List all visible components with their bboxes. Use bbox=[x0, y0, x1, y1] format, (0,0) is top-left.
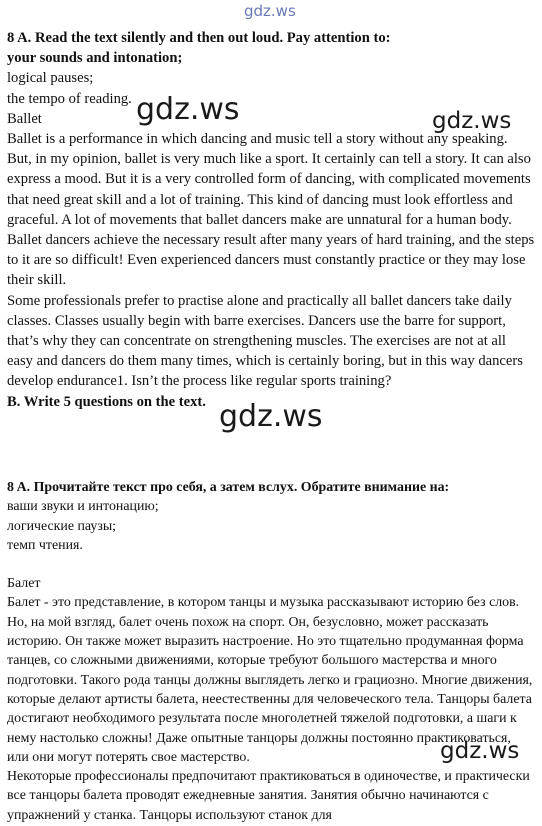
watermark-1: gdz.ws bbox=[136, 92, 240, 127]
english-section bbox=[7, 28, 535, 412]
english-task-b: B. Write 5 questions on the text. bbox=[7, 393, 206, 410]
russian-item-sounds: ваши звуки и интонацию; bbox=[7, 499, 159, 515]
russian-item-pauses: логические паузы; bbox=[7, 518, 117, 534]
russian-paragraph-2: Некоторые профессионалы предпочитают практиковаться в одиночестве, и практически все танцоры балета проводят ежедневные занятия. Занятия обычно начинаются с упражнений у станка. Танцоры используют станок для bbox=[7, 769, 530, 823]
english-paragraph-1: Ballet is a performance in which dancing and music tell a story without any speaking. But, in my opinion, ballet is very much like a sport. It certainly can tell a story. It can also express a mood. But it is a very controlled form of dancing, with complicated movements that need great skill and a lot of training. This kind of dancing must look effortless and graceful. A lot of movements that ballet dancers make are unnatural for a human body. Ballet dancers achieve the necessary result after many years of hard training, and the steps to it are so difficult! Even experienced dancers must constantly practice or they may lose their skill. bbox=[7, 131, 535, 289]
watermark-3: gdz.ws bbox=[219, 399, 323, 434]
english-task-a-item-sounds: your sounds and intonation; bbox=[7, 50, 183, 67]
watermark-2: gdz.ws bbox=[432, 108, 512, 134]
section-spacer bbox=[7, 555, 535, 574]
english-paragraph-2: Some professionals prefer to practise alone and practically all ballet dancers take daily classes. Classes usually begin with barre exercises. Dancers use the barre for support, that’s why they can concentrate on strengthening muscles. The exercises are not at all easy and dancers do them many times, which is certainly boring, but in this way dancers develop endurance1. Isn’t the process like regular sports training? bbox=[7, 292, 523, 390]
russian-item-tempo: темп чтения. bbox=[7, 537, 83, 553]
russian-paragraph-1: Балет - это представление, в котором танцы и музыка рассказывают историю без слов. Но, на мой взгляд, балет очень похож на спорт. Он, безусловно, может рассказать историю. Он также может выразить настроение. Но это тщательно продуманная форма танцев, со сложными движениями, которые требуют большого мастерства и много подготовки. Такого рода танцы должны выглядеть легко и грациозно. Многие движения, которые делают артисты балета, неестественны для человеческого тела. Танцоры балета достигают необходимого результата после многолетней тяжелой подготовки, а шаги к нему настолько сложны! Даже опытные танцоры должны постоянно практиковаться, или они могут потерять свое мастерство. bbox=[7, 595, 533, 765]
russian-task-a-heading: 8 A. Прочитайте текст про себя, а затем вслух. Обратите внимание на: bbox=[7, 480, 450, 495]
watermark-top: gdz.ws bbox=[244, 2, 296, 20]
english-item-pauses: logical pauses; bbox=[7, 70, 94, 87]
russian-text-title: Балет bbox=[7, 576, 41, 592]
russian-section bbox=[7, 478, 535, 825]
english-task-a-heading: 8 A. Read the text silently and then out loud. Pay attention to: bbox=[7, 30, 391, 46]
watermark-4: gdz.ws bbox=[440, 738, 520, 764]
english-text-title: Ballet bbox=[7, 110, 42, 127]
english-item-tempo: the tempo of reading. bbox=[7, 90, 132, 107]
